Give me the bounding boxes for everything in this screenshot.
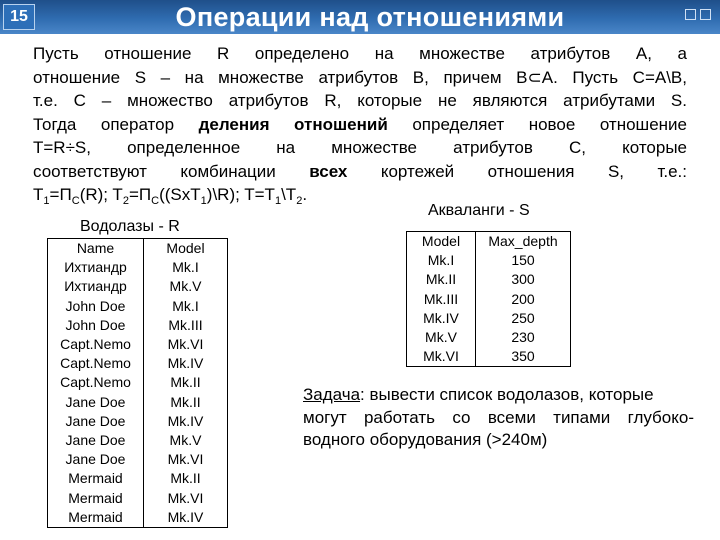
table-row bbox=[48, 335, 228, 354]
table-cell: Mk.V bbox=[144, 431, 228, 450]
table-row bbox=[48, 277, 228, 296]
table-cell: Mk.VI bbox=[407, 347, 476, 367]
table-cell: Mk.V bbox=[144, 277, 228, 296]
table-row bbox=[407, 270, 571, 289]
table-cell: Mermaid bbox=[48, 508, 144, 528]
caption-text: Водолазы - R bbox=[80, 218, 180, 235]
table-cell: Mk.VI bbox=[144, 450, 228, 469]
table-row bbox=[48, 469, 228, 488]
table-cell: Mk.I bbox=[144, 258, 228, 277]
formula-sub: 2 bbox=[296, 195, 303, 207]
table-cell: Mk.IV bbox=[144, 508, 228, 528]
formula-sub: 1 bbox=[200, 195, 207, 207]
table-row bbox=[48, 297, 228, 316]
formula-sub: 2 bbox=[122, 195, 129, 207]
formula-part: (R); T bbox=[79, 185, 123, 204]
text-line bbox=[33, 160, 687, 184]
table-cell: Mk.VI bbox=[144, 489, 228, 508]
table-cell: 150 bbox=[476, 251, 571, 270]
table-cell: Ихтиандр bbox=[48, 258, 144, 277]
table-cell: Mk.VI bbox=[144, 335, 228, 354]
formula-sub: 1 bbox=[274, 195, 282, 207]
title-bar bbox=[0, 0, 720, 34]
table-cell: Mk.II bbox=[144, 373, 228, 392]
table-cell: Mk.IV bbox=[407, 309, 476, 328]
text-line: Пусть отношение R определено на множестве атрибутов A, а bbox=[33, 44, 687, 63]
table-row bbox=[48, 450, 228, 469]
formula-part: . bbox=[302, 185, 308, 204]
formula-part: )\R); T=T bbox=[206, 185, 275, 204]
task-label: Задача bbox=[303, 385, 361, 404]
formula-sub: C bbox=[151, 195, 160, 207]
table-cell: Mk.II bbox=[144, 393, 228, 412]
term-all: всех bbox=[309, 161, 348, 181]
table-header-row bbox=[407, 232, 571, 252]
column-header: Model bbox=[144, 239, 228, 259]
table-cell: Mk.II bbox=[144, 469, 228, 488]
table-row bbox=[48, 489, 228, 508]
table-row bbox=[48, 508, 228, 528]
table-row bbox=[48, 354, 228, 373]
table-header-row bbox=[48, 239, 228, 259]
table-cell: 200 bbox=[476, 290, 571, 309]
table-cell: Mk.III bbox=[407, 290, 476, 309]
text-line: могут работать со всеми типами глубоко- bbox=[303, 407, 694, 427]
table-row bbox=[407, 309, 571, 328]
table-row bbox=[48, 373, 228, 392]
definition-text bbox=[33, 42, 687, 214]
slide-title: Операции над отношениями bbox=[175, 2, 565, 32]
table-cell: Capt.Nemo bbox=[48, 335, 144, 354]
text-fragment: : вывести список водолазов, которые bbox=[360, 385, 654, 404]
text-fragment: соответствуют комбинации bbox=[33, 161, 310, 181]
table-row bbox=[48, 412, 228, 431]
formula-part: =Π bbox=[128, 185, 152, 204]
formula-part: =Π bbox=[49, 185, 72, 204]
formula-part: ((SxT bbox=[159, 185, 201, 204]
table-cell: Mk.III bbox=[144, 316, 228, 335]
column-header: Name bbox=[48, 239, 144, 259]
table-cell: 300 bbox=[476, 270, 571, 289]
table-s-aqualungs bbox=[406, 231, 571, 367]
term-division: деления отношений bbox=[198, 114, 388, 134]
table-cell: Mermaid bbox=[48, 469, 144, 488]
table-cell: Mermaid bbox=[48, 489, 144, 508]
table-cell: Mk.I bbox=[407, 251, 476, 270]
table-cell: Mk.I bbox=[144, 297, 228, 316]
text-fragment: Тогда оператор bbox=[33, 114, 199, 134]
table-cell: Jane Doe bbox=[48, 412, 144, 431]
text-line bbox=[33, 113, 687, 137]
text-line: T=R÷S, определенное на множестве атрибутов C, которые bbox=[33, 138, 687, 157]
table-cell: Mk.IV bbox=[144, 354, 228, 373]
formula-part: T bbox=[33, 185, 44, 204]
text-fragment: кортежей отношения S, т.е.: bbox=[347, 161, 687, 181]
table-row bbox=[407, 251, 571, 270]
table-s-caption bbox=[428, 202, 530, 220]
formula-sub: 1 bbox=[43, 195, 50, 207]
table-cell: 350 bbox=[476, 347, 571, 367]
table-cell: 250 bbox=[476, 309, 571, 328]
column-header: Model bbox=[407, 232, 476, 252]
table-r-divers bbox=[47, 238, 228, 528]
table-row bbox=[407, 347, 571, 367]
text-line: водного оборудования (>240м) bbox=[303, 430, 548, 449]
table-cell: Jane Doe bbox=[48, 450, 144, 469]
table-cell: Mk.IV bbox=[144, 412, 228, 431]
table-row bbox=[48, 258, 228, 277]
table-cell: John Doe bbox=[48, 297, 144, 316]
task-text bbox=[303, 384, 694, 452]
formula-part: \T bbox=[281, 185, 297, 204]
slide-number: 15 bbox=[3, 4, 35, 30]
table-cell: Jane Doe bbox=[48, 393, 144, 412]
text-line bbox=[303, 384, 694, 407]
text-line: отношение S – на множестве атрибутов B, причем B⊂A. Пусть C=A\B, bbox=[33, 67, 687, 87]
table-row bbox=[407, 290, 571, 309]
decor-square-icon bbox=[700, 9, 711, 20]
text-line: т.е. C – множество атрибутов R, которые не являются атрибутами S. bbox=[33, 91, 687, 110]
table-row bbox=[48, 393, 228, 412]
table-cell: Jane Doe bbox=[48, 431, 144, 450]
text-fragment: определяет новое отношение bbox=[387, 114, 687, 134]
caption-text: Акваланги - S bbox=[428, 202, 530, 219]
formula-line bbox=[33, 183, 687, 214]
table-cell: 230 bbox=[476, 328, 571, 347]
table-r-caption bbox=[80, 218, 180, 236]
table-cell: Mk.V bbox=[407, 328, 476, 347]
column-header: Max_depth bbox=[476, 232, 571, 252]
formula-sub: C bbox=[71, 195, 80, 207]
table-cell: Mk.II bbox=[407, 270, 476, 289]
table-cell: Ихтиандр bbox=[48, 277, 144, 296]
table-cell: Capt.Nemo bbox=[48, 373, 144, 392]
table-cell: John Doe bbox=[48, 316, 144, 335]
table-cell: Capt.Nemo bbox=[48, 354, 144, 373]
table-row bbox=[48, 431, 228, 450]
table-row bbox=[48, 316, 228, 335]
decor-square-icon bbox=[685, 9, 696, 20]
table-row bbox=[407, 328, 571, 347]
